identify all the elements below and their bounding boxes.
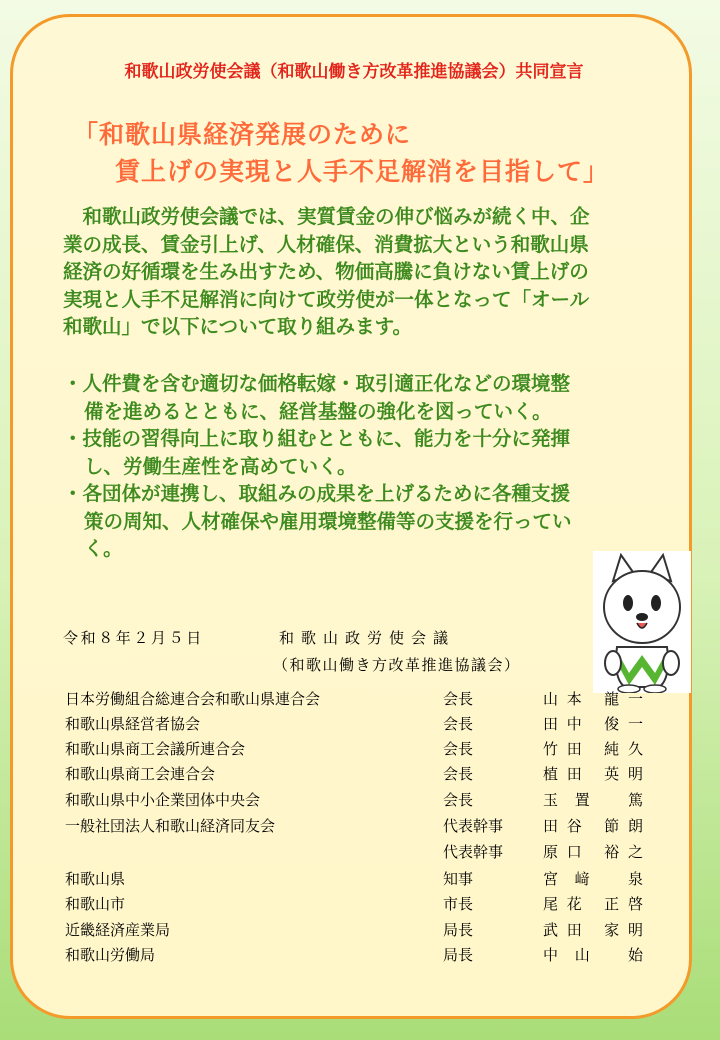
intro-line: 和歌山」で以下について取り組みます。 — [63, 315, 413, 338]
signatory-row — [65, 789, 645, 809]
signatory-org: 和歌山県 — [65, 870, 126, 888]
bullet-line: 備を進めるとともに、経営基盤の強化を図っていく。 — [84, 399, 552, 423]
signatory-name: 宮﨑 泉 — [543, 870, 643, 888]
signatory-role: 会長 — [443, 740, 474, 758]
signatory-org: 和歌山市 — [65, 895, 126, 913]
bullet-line: ・各団体が連携し、取組みの成果を上げるために各種支援 — [63, 482, 571, 505]
signatory-row — [65, 868, 645, 888]
signatory-name: 玉置 篤 — [543, 791, 643, 809]
signatory-org: 日本労働組合総連合会和歌山県連合会 — [65, 690, 321, 708]
signatory-name: 植田 英明 — [543, 765, 643, 783]
signatory-name: 武田 家明 — [543, 921, 643, 939]
signatory-name: 田谷 節朗 — [543, 817, 643, 835]
signatory-name: 竹田 純久 — [543, 740, 643, 758]
signatory-row — [65, 841, 645, 861]
intro-paragraph — [63, 203, 590, 341]
signatory-org: 和歌山県経営者協会 — [65, 715, 201, 733]
signatory-role: 知事 — [443, 870, 474, 888]
bullet-line: ・人件費を含む適切な価格転嫁・取引適正化などの環境整 — [63, 372, 571, 395]
intro-line: 和歌山政労使会議では、実質賃金の伸び悩みが続く中、企 — [63, 205, 590, 228]
intro-line: 業の成長、賃金引上げ、人材確保、消費拡大という和歌山県 — [63, 232, 589, 256]
signatory-row — [65, 688, 645, 708]
signatory-row — [65, 763, 645, 783]
main-title-line-1: 「和歌山県経済発展のために — [73, 120, 412, 149]
signatory-name: 山本 龍一 — [543, 690, 643, 708]
bullet-line: ・技能の習得向上に取り組むとともに、能力を十分に発揮 — [63, 427, 571, 450]
header-title: 和歌山政労使会議（和歌山働き方改革推進協議会）共同宣言 — [124, 62, 584, 82]
signatory-name: 原口 裕之 — [543, 843, 643, 861]
signatory-name: 尾花 正啓 — [543, 895, 643, 913]
signatory-row — [65, 944, 645, 964]
signatory-role: 会長 — [443, 690, 474, 708]
signatory-role: 代表幹事 — [443, 843, 504, 861]
signatory-org: 和歌山県中小企業団体中央会 — [65, 791, 261, 809]
signatory-org: 和歌山県商工会連合会 — [65, 765, 216, 783]
intro-line: 実現と人手不足解消に向けて政労使が一体となって「オール — [63, 287, 590, 311]
signatory-role: 代表幹事 — [443, 817, 504, 835]
bullet-line: 策の周知、人材確保や雇用環境整備等の支援を行ってい — [84, 509, 572, 533]
signatory-role: 局長 — [443, 946, 474, 964]
main-title-line-2: 賃上げの実現と人手不足解消を目指して」 — [115, 157, 610, 186]
signatory-row — [65, 815, 645, 835]
intro-line: 経済の好循環を生み出すため、物価高騰に負けない賃上げの — [63, 260, 589, 283]
signatory-role: 会長 — [443, 765, 474, 783]
declaration-date: 令和８年２月５日 — [63, 629, 204, 647]
signatory-row — [65, 713, 645, 733]
bullet-line: く。 — [84, 537, 123, 560]
signatory-role: 会長 — [443, 791, 474, 809]
signatory-role: 会長 — [443, 715, 474, 733]
declaration-card — [10, 14, 692, 1019]
signatory-row — [65, 738, 645, 758]
signatory-role: 局長 — [443, 921, 474, 939]
signatory-row — [65, 893, 645, 913]
signatory-org: 和歌山県商工会議所連合会 — [65, 740, 246, 758]
bullet-line: し、労働生産性を高めていく。 — [84, 454, 357, 478]
signatory-row — [65, 919, 645, 939]
signatory-org: 近畿経済産業局 — [65, 921, 171, 939]
bullet-list — [63, 370, 572, 563]
organization-name: 和歌山政労使会議 — [279, 629, 456, 647]
dog-mascot-icon — [593, 551, 691, 693]
signatory-org: 一般社団法人和歌山経済同友会 — [65, 817, 276, 835]
signatory-role: 市長 — [443, 895, 474, 913]
signatory-name: 田中 俊一 — [543, 715, 643, 733]
organization-subtitle: （和歌山働き方改革推進協議会） — [273, 656, 521, 674]
signatory-org: 和歌山労働局 — [65, 946, 156, 964]
signatory-name: 中山 始 — [543, 946, 643, 964]
